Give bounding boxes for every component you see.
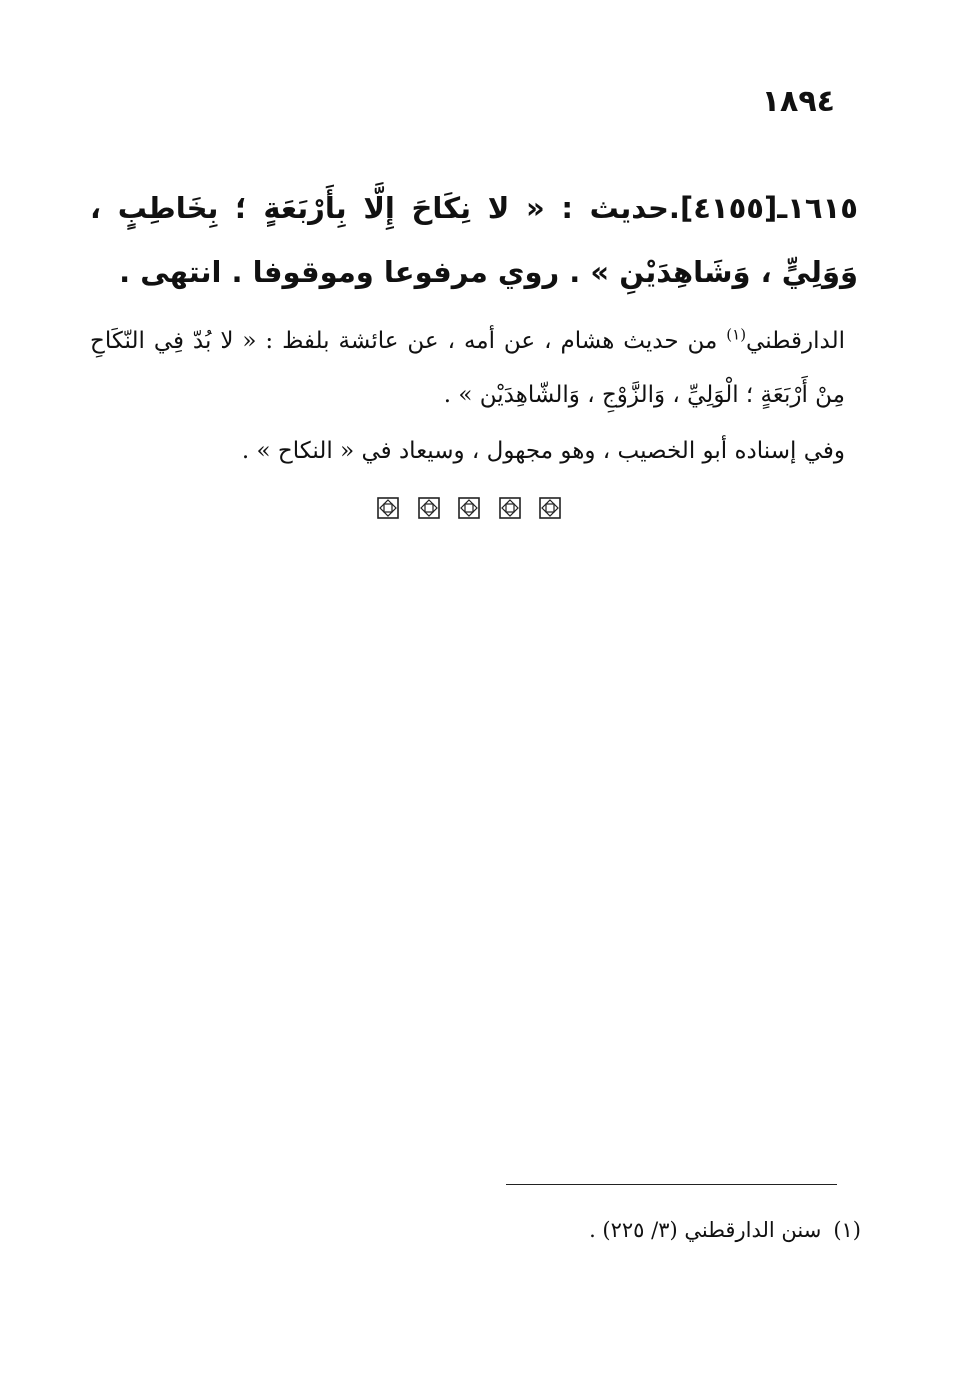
octagon-ornament-icon [538, 496, 562, 520]
footnote-separator [506, 1184, 837, 1185]
hadith-entry-heading: ١٦١٥ـ[٤١٥٥].حديث : « لا نِكَاحَ إِلَّا بِأَرْبَعَةٍ ؛ بِخَاطِبٍ ، وَوَلِيٍّ ، وَشَاهِدَيْنِ » . روي مرفوعا وموقوفا . انتهى . [90, 191, 858, 289]
footnote-number: (١) [833, 1218, 861, 1242]
source-name: الدارقطني [746, 328, 845, 354]
commentary-text: من حديث هشام ، عن أمه ، عن عائشة بلفظ : « لا بُدّ فِي النّكَاحِ مِنْ أَرْبَعَةٍ ؛ الْوَلِيِّ ، وَالزَّوْجِ ، وَالشّاهِدَيْن » . [90, 328, 845, 408]
footnote-text: سنن الدارقطني (٣/ ٢٢٥) . [589, 1218, 822, 1242]
octagon-ornament-icon [498, 496, 522, 520]
section-divider-ornaments [376, 496, 562, 522]
footnote-1 [589, 1210, 861, 1250]
footnote-reference: (١) [726, 325, 747, 344]
octagon-ornament-icon [376, 496, 400, 520]
page-number: ١٨٩٤ [761, 84, 835, 119]
commentary-paragraph-1 [90, 314, 845, 422]
octagon-ornament-icon [417, 496, 441, 520]
octagon-ornament-icon [457, 496, 481, 520]
commentary-paragraph-2: وفي إسناده أبو الخصيب ، وهو مجهول ، وسيعاد في « النكاح » . [241, 438, 845, 464]
